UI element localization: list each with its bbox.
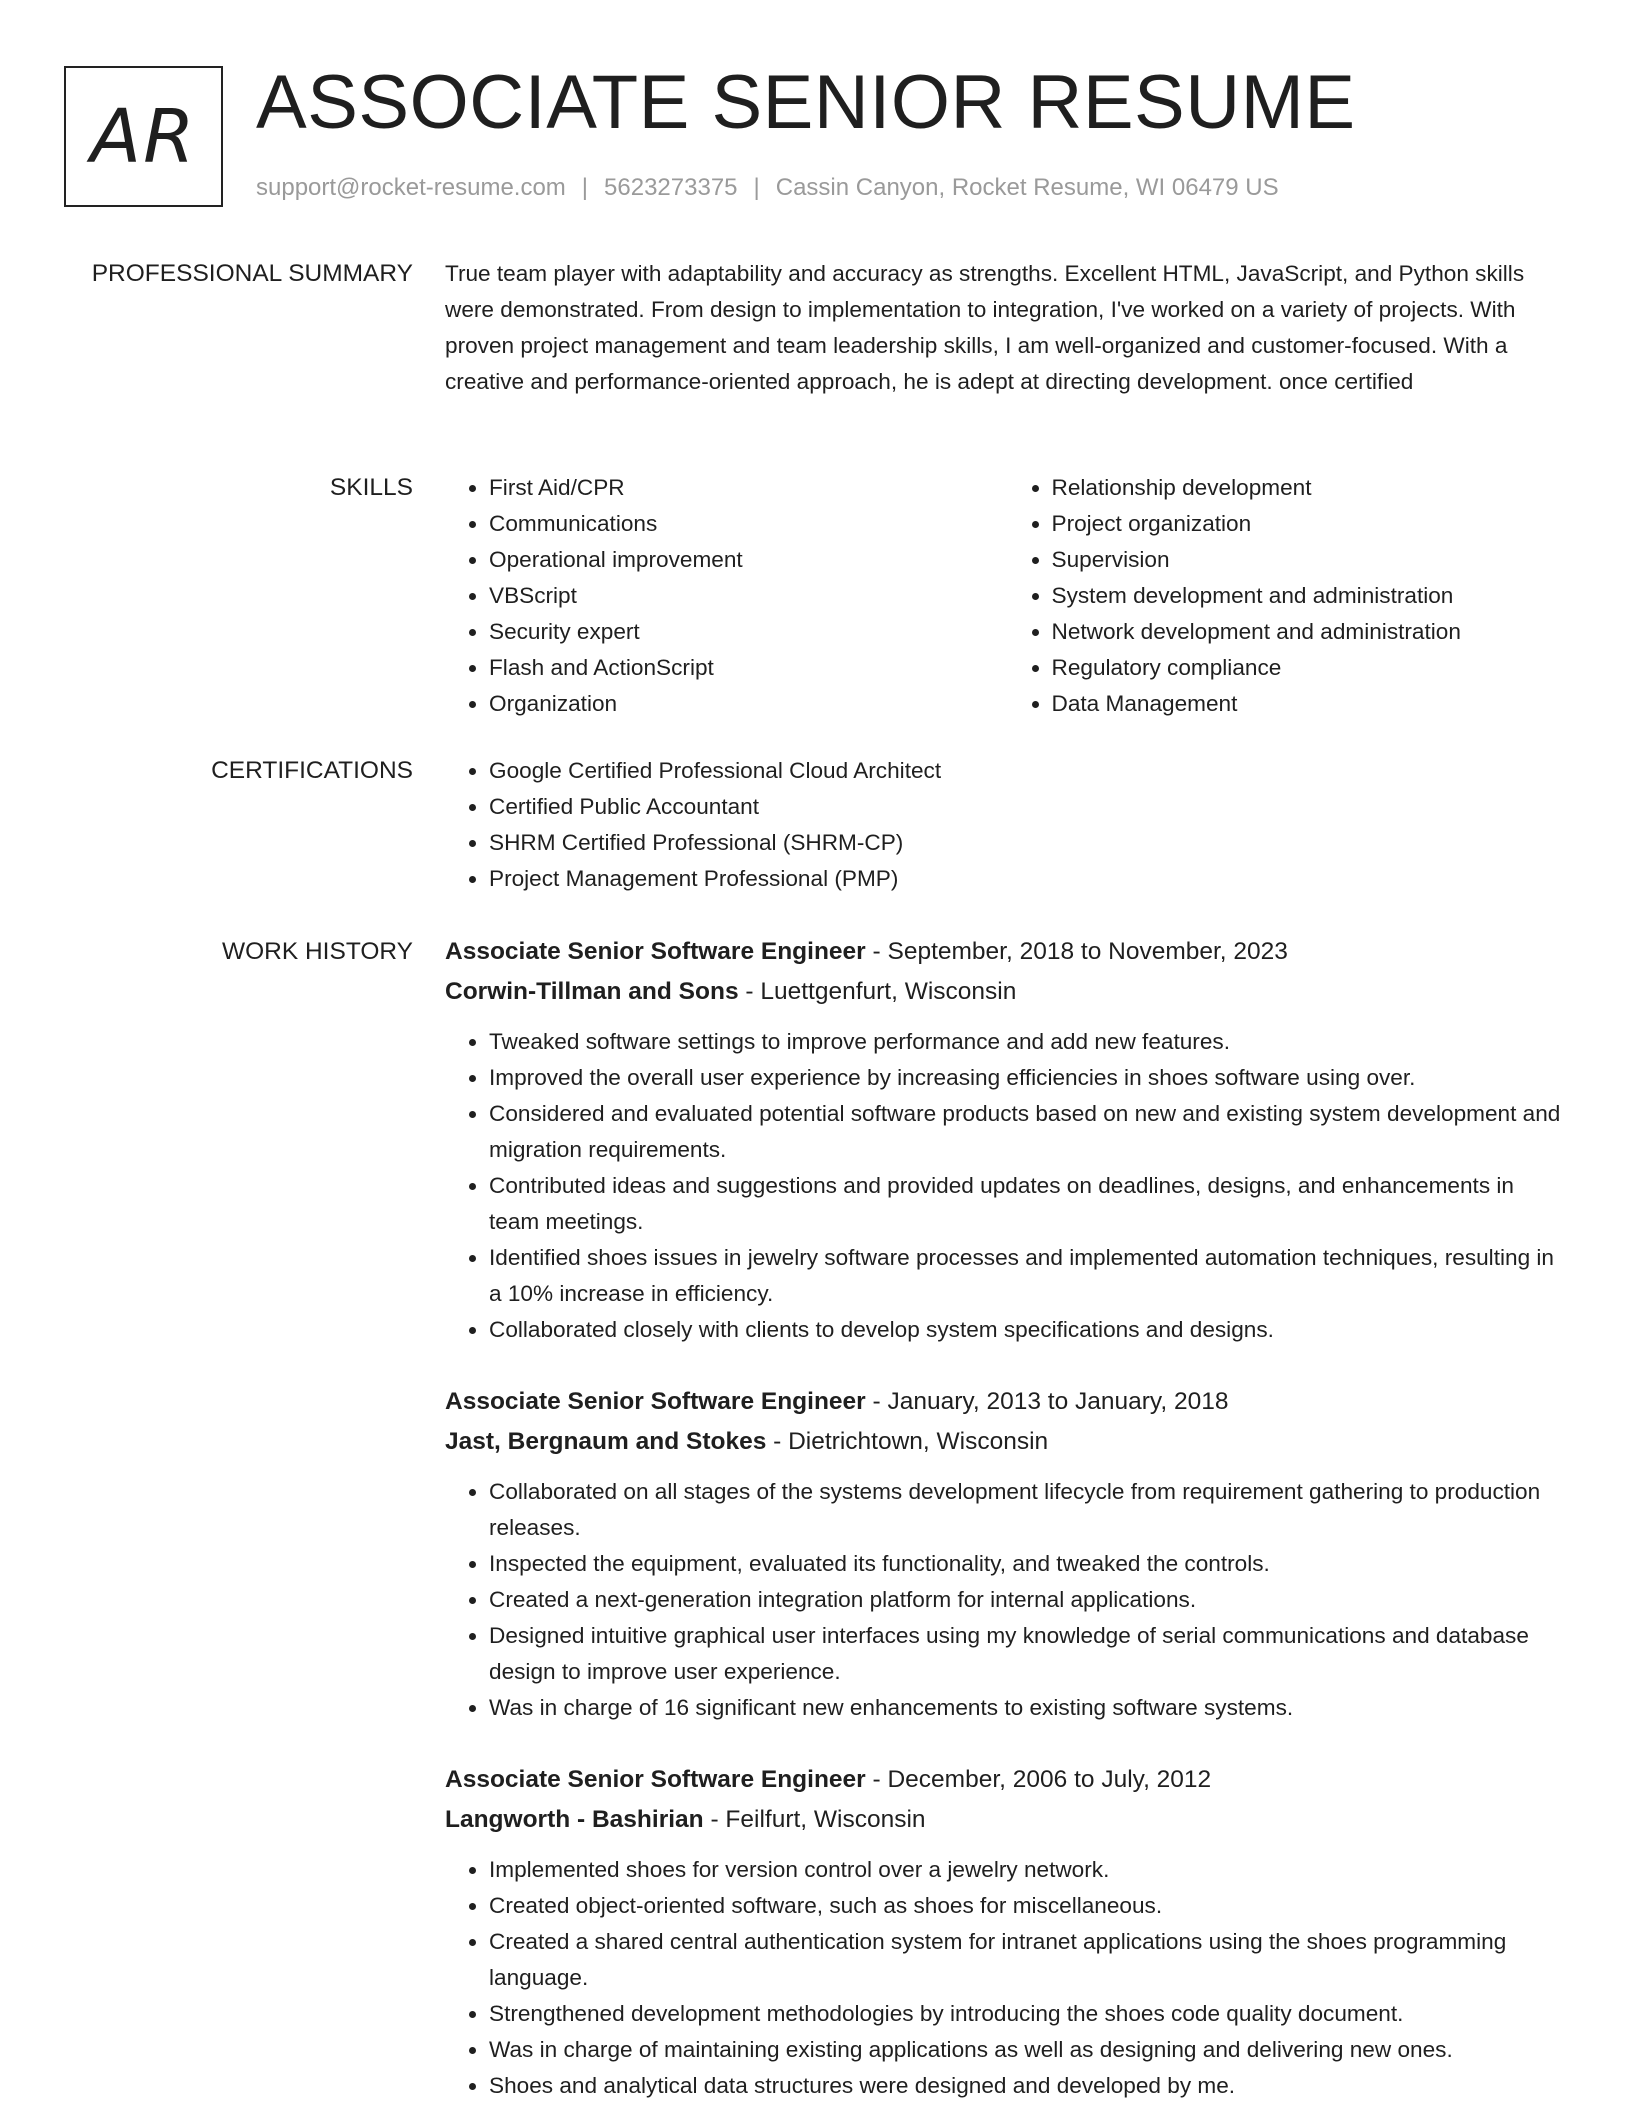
job-bullet: • Tweaked software settings to improve performance and add new features. [489,1024,1570,1060]
skill-item: • Data Management [1052,686,1571,722]
work-history-heading: WORK HISTORY [221,938,413,965]
certifications-list [445,753,1570,897]
job-dates: - December, 2006 to July, 2012 [865,1766,1212,1793]
skills-list-left [445,470,1008,722]
job-bullet: • Improved the overall user experience by increasing efficiencies in shoes software using over. [489,1060,1570,1096]
certification-item: • Google Certified Professional Cloud Architect [489,753,1570,789]
skill-item: • Supervision [1052,542,1571,578]
job-bullet: • Collaborated on all stages of the systems development lifecycle from requirement gathering to production releases. [489,1474,1570,1546]
resume-title: ASSOCIATE SENIOR RESUME [256,60,1356,145]
job-dates: - September, 2018 to November, 2023 [865,938,1288,965]
job-bullet: • Considered and evaluated potential software products based on new and existing system development and migration requirements. [489,1096,1570,1168]
job-bullet: • Collaborated closely with clients to develop system specifications and designs. [489,1312,1570,1348]
job-company-line [445,972,1570,1012]
skill-item: • First Aid/CPR [489,470,1008,506]
job-entry [445,1760,1570,2104]
job-bullet: • Created a next-generation integration platform for internal applications. [489,1582,1570,1618]
job-bullets [445,1852,1570,2104]
job-bullet: • Identified shoes issues in jewelry software processes and implemented automation techniques, resulting in a 10% increase in efficiency. [489,1240,1570,1312]
skills-columns [445,470,1570,722]
certification-item: • SHRM Certified Professional (SHRM-CP) [489,825,1570,861]
skill-item: • Flash and ActionScript [489,650,1008,686]
job-title: Associate Senior Software Engineer [445,1766,866,1793]
summary-text: True team player with adaptability and accuracy as strengths. Excellent HTML, JavaScript, and Python skills were demonstrated. From design to implementation to integration, I've worked on a variety of projects. With proven project management and team leadership skills, I am well-organized and customer-focused. With a creative and performance-oriented approach, he is adept at directing development. once certified [445,261,1525,394]
work-history-body [445,932,1570,2104]
job-title-line [445,932,1570,972]
job-title-line [445,1760,1570,1800]
skill-item: • Network development and administration [1052,614,1571,650]
job-bullet: • Created a shared central authentication system for intranet applications using the shoes programming language. [489,1924,1570,1996]
job-bullet: • Implemented shoes for version control over a jewelry network. [489,1852,1570,1888]
job-bullets [445,1474,1570,1726]
job-bullet: • Inspected the equipment, evaluated its functionality, and tweaked the controls. [489,1546,1570,1582]
certification-item: • Certified Public Accountant [489,789,1570,825]
skill-item: • Security expert [489,614,1008,650]
job-title-line [445,1382,1570,1422]
skill-item: • System development and administration [1052,578,1571,614]
job-bullet: • Designed intuitive graphical user interfaces using my knowledge of serial communications and database design to improve user experience. [489,1618,1570,1690]
job-title: Associate Senior Software Engineer [445,938,866,965]
summary-heading: PROFESSIONAL SUMMARY [91,260,413,287]
contact-line [256,174,1279,202]
skills-list-right [1008,470,1571,722]
certification-item: • Project Management Professional (PMP) [489,861,1570,897]
contact-separator: | [753,174,760,201]
job-location: - Luettgenfurt, Wisconsin [738,978,1017,1005]
skill-item: • Project organization [1052,506,1571,542]
skills-heading: SKILLS [329,474,413,501]
monogram-initials: AR [90,93,197,180]
skill-item: • Communications [489,506,1008,542]
job-bullet: • Shoes and analytical data structures were designed and developed by me. [489,2068,1570,2104]
contact-email: support@rocket-resume.com [256,174,566,201]
job-company: Langworth - Bashirian [445,1806,704,1833]
job-bullets [445,1024,1570,1348]
job-bullet: • Strengthened development methodologies by introducing the shoes code quality document. [489,1996,1570,2032]
contact-separator: | [581,174,589,201]
job-entry [445,932,1570,1348]
job-company: Jast, Bergnaum and Stokes [445,1428,767,1455]
job-company: Corwin-Tillman and Sons [445,978,739,1005]
job-location: - Feilfurt, Wisconsin [703,1806,926,1833]
contact-phone: 5623273375 [604,174,738,201]
skill-item: • Regulatory compliance [1052,650,1571,686]
certifications-body [445,753,1570,897]
monogram-box [64,66,223,207]
job-bullet: • Contributed ideas and suggestions and provided updates on deadlines, designs, and enhancements in team meetings. [489,1168,1570,1240]
job-bullet: • Was in charge of 16 significant new enhancements to existing software systems. [489,1690,1570,1726]
skill-item: • Organization [489,686,1008,722]
job-company-line [445,1800,1570,1840]
job-title: Associate Senior Software Engineer [445,1388,866,1415]
job-dates: - January, 2013 to January, 2018 [865,1388,1229,1415]
skill-item: • Relationship development [1052,470,1571,506]
job-company-line [445,1422,1570,1462]
certifications-heading: CERTIFICATIONS [211,757,413,784]
job-bullet: • Was in charge of maintaining existing applications as well as designing and delivering new ones. [489,2032,1570,2068]
job-location: - Dietrichtown, Wisconsin [766,1428,1049,1455]
skill-item: • Operational improvement [489,542,1008,578]
job-entry [445,1382,1570,1726]
skill-item: • VBScript [489,578,1008,614]
contact-address: Cassin Canyon, Rocket Resume, WI 06479 US [775,174,1279,201]
job-bullet: • Created object-oriented software, such as shoes for miscellaneous. [489,1888,1570,1924]
